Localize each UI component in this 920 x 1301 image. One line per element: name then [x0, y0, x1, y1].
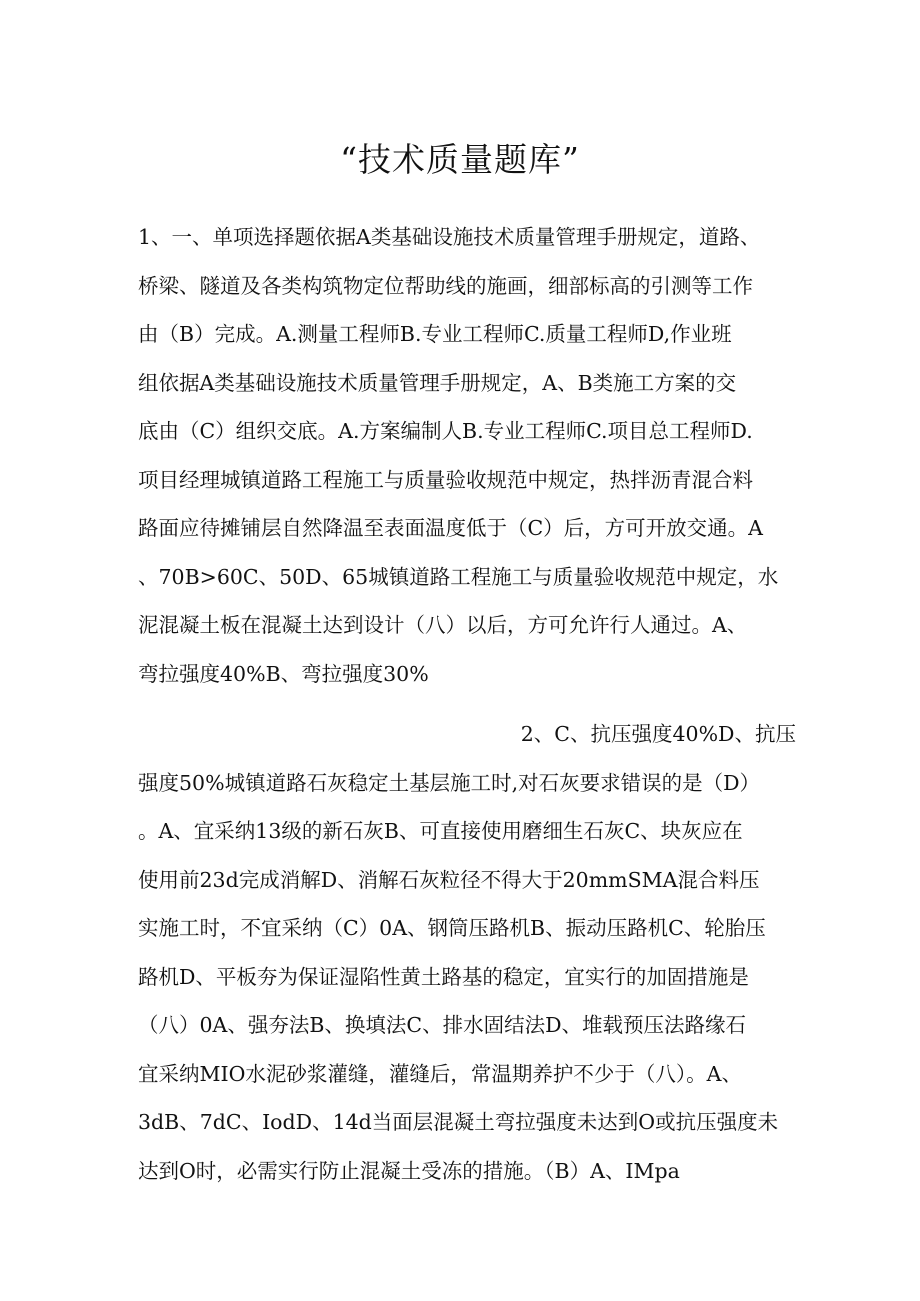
- text-line: 由（B）完成。A.测量工程师B.专业工程师C.质量工程师D,作业班: [138, 322, 732, 346]
- text-line: 使用前23d完成消解D、消解石灰粒径不得大于20mmSMA混合料压: [138, 867, 760, 892]
- text-line: 项目经理城镇道路工程施工与质量验收规范中规定，热拌沥青混合料: [138, 467, 753, 492]
- text-line: 达到O时，必需实行防止混凝土受冻的措施。（B）A、IMpa: [138, 1158, 680, 1183]
- text-line: 强度50%城镇道路石灰稳定土基层施工时,对石灰要求错误的是（D）: [138, 770, 761, 795]
- text-line: 、70B>60C、50D、65城镇道路工程施工与质量验收规范中规定，水: [138, 564, 779, 589]
- text-line: 桥梁、隧道及各类构筑物定位帮助线的施画，细部标高的引测等工作: [138, 273, 753, 298]
- question-text: [138, 213, 798, 1195]
- text-line: （八）0A、强夯法B、换填法C、排水固结法D、堆载预压法路缘石: [138, 1013, 747, 1037]
- text-line: 。A、宜采纳13级的新石灰B、可直接使用磨细生石灰C、块灰应在: [138, 819, 743, 843]
- text-line: 泥混凝土板在混凝土达到设计（八）以后，方可允许行人通过。A、: [138, 613, 748, 637]
- document-title: “技术质量题库”: [340, 140, 580, 179]
- text-line: 实施工时，不宜采纳（C）0A、钢筒压路机B、振动压路机C、轮胎压: [138, 916, 766, 940]
- text-line: 路面应待摊铺层自然降温至表面温度低于（C）后，方可开放交通。A: [138, 516, 763, 540]
- text-line: 1、一、单项选择题依据A类基础设施技术质量管理手册规定，道路、: [138, 225, 761, 249]
- text-line: 弯拉强度40%B、弯拉强度30%: [138, 661, 429, 686]
- text-line: 组依据A类基础设施技术质量管理手册规定，A、B类施工方案的交: [138, 370, 737, 395]
- paragraph-gap: [138, 698, 798, 710]
- text-line: 路机D、平板夯为保证湿陷性黄土路基的稳定，宜实行的加固措施是: [138, 964, 749, 989]
- text-line: 宜采纳MIO水泥砂浆灌缝，灌缝后，常温期养护不少于（八）。A、: [138, 1061, 742, 1086]
- text-line: 底由（C）组织交底。A.方案编制人B.专业工程师C.项目总工程师D.: [138, 419, 753, 443]
- text-line: 3dB、7dC、IodD、14d当面层混凝土弯拉强度未达到O或抗压强度未: [138, 1110, 779, 1134]
- text-line-right-aligned: 2、C、抗压强度40%D、抗压: [520, 722, 796, 746]
